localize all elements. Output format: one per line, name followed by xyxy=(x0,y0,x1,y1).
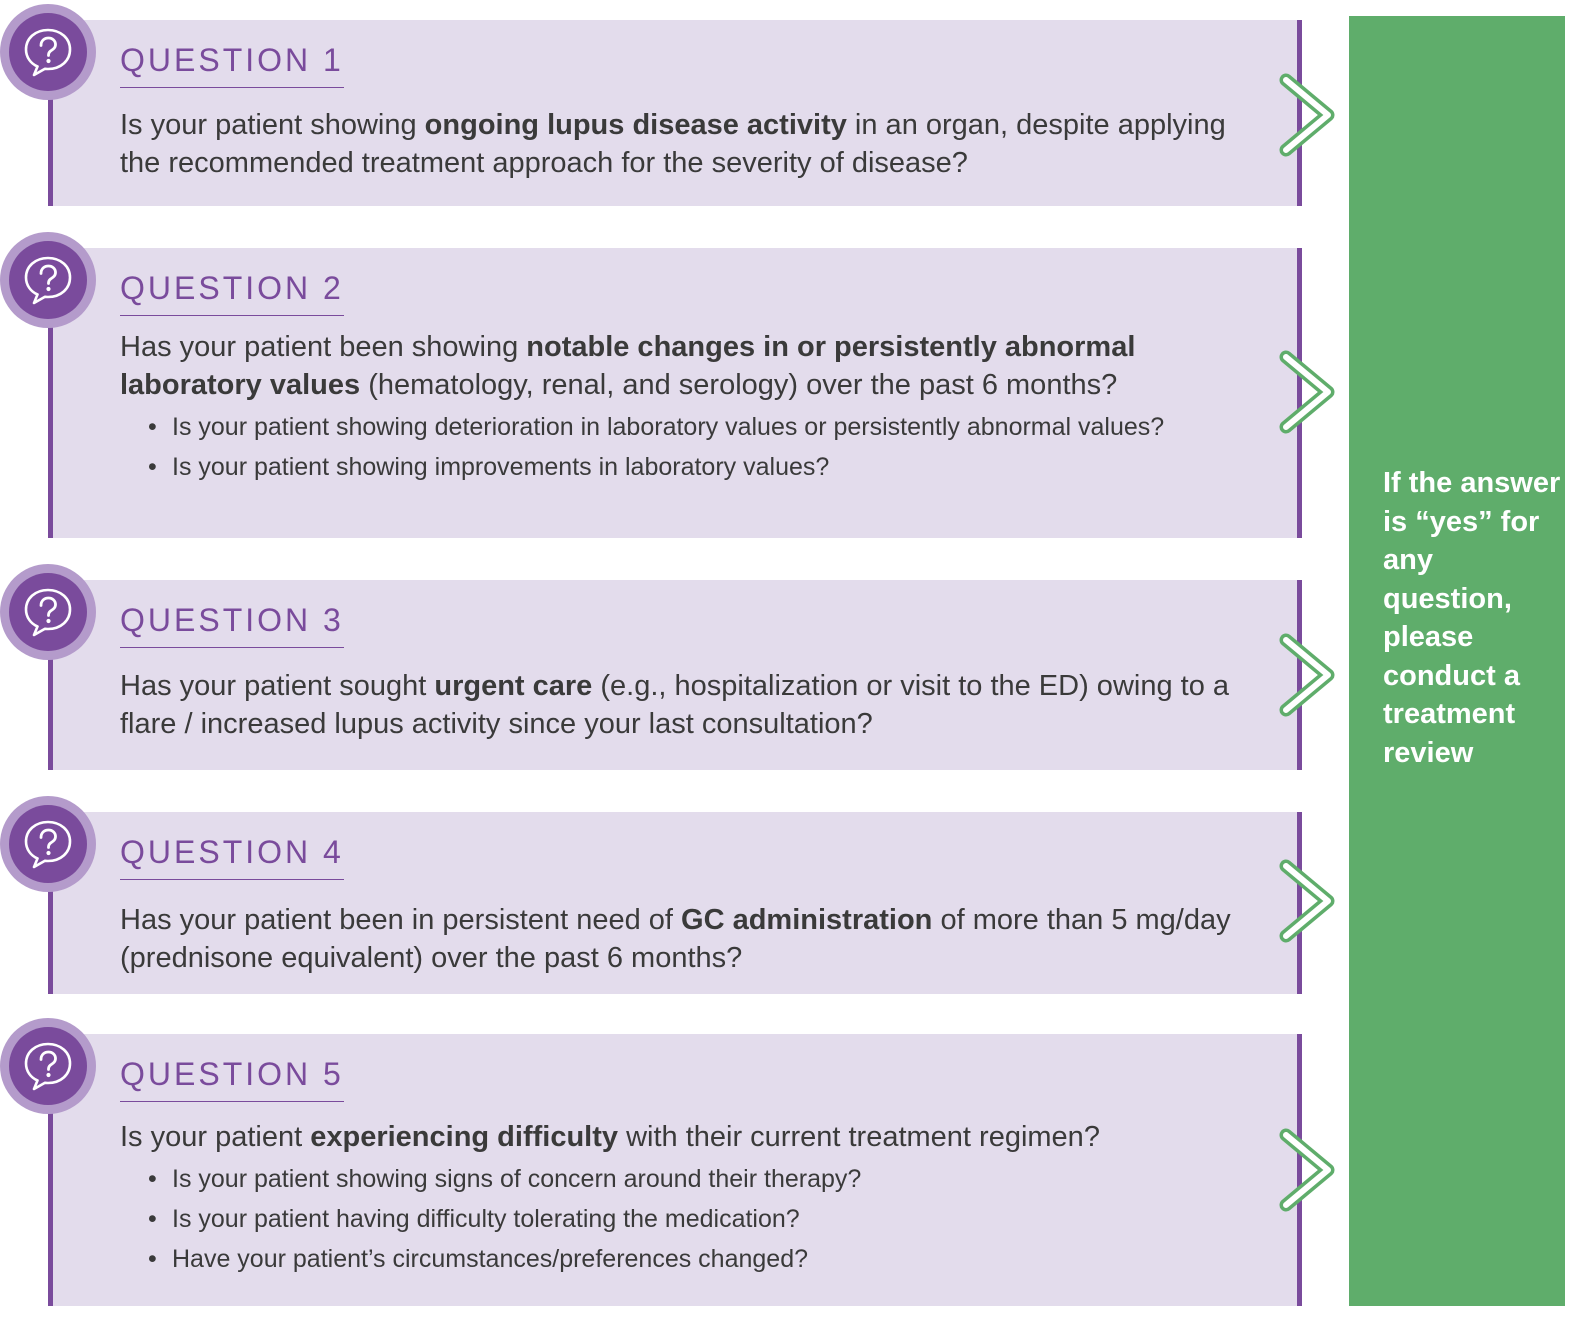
question-speech-bubble-icon xyxy=(20,24,76,80)
question-badge-3 xyxy=(0,564,96,660)
question-bullets xyxy=(144,410,1204,484)
question-text: Is your patient showing ongoing lupus disease activity in an organ, despite applying the recommended treatment approach for the severity of disease? xyxy=(120,109,1226,179)
question-bullets xyxy=(144,1162,1204,1276)
bullet-item: • Is your patient showing improvements in laboratory values? xyxy=(144,450,1204,484)
chevron-right-icon xyxy=(1278,1127,1338,1213)
question-text: Has your patient been showing notable changes in or persistently abnormal laboratory values (hematology, renal, and serology) over the past 6 months? xyxy=(120,331,1136,401)
chevron-right-icon xyxy=(1278,349,1338,435)
bullet-item: • Have your patient’s circumstances/preferences changed? xyxy=(144,1242,1204,1276)
question-badge-5 xyxy=(0,1018,96,1114)
question-badge-1 xyxy=(0,4,96,100)
question-badge-4 xyxy=(0,796,96,892)
question-label: QUESTION 3 xyxy=(120,602,344,648)
chevron-right-icon xyxy=(1278,632,1338,718)
question-text: Has your patient sought urgent care (e.g., hospitalization or visit to the ED) owing to a flare / increased lupus activity since your last consultation? xyxy=(120,670,1230,740)
bullet-item: • Is your patient showing signs of concern around their therapy? xyxy=(144,1162,1204,1196)
question-card-2 xyxy=(48,248,1302,538)
question-speech-bubble-icon xyxy=(20,584,76,640)
bullet-item: • Is your patient having difficulty tolerating the medication? xyxy=(144,1202,1204,1236)
outcome-text: If the answer is “yes” for any question, please conduct a treatment review xyxy=(1383,467,1561,769)
question-speech-bubble-icon xyxy=(20,252,76,308)
outcome-panel xyxy=(1349,16,1565,1306)
question-text: Is your patient experiencing difficulty with their current treatment regimen? xyxy=(120,1121,1100,1153)
question-card-3 xyxy=(48,580,1302,770)
question-badge-2 xyxy=(0,232,96,328)
question-card-1 xyxy=(48,20,1302,206)
chevron-right-icon xyxy=(1278,72,1338,158)
bullet-item: • Is your patient showing deterioration in laboratory values or persistently abnormal values? xyxy=(144,410,1204,444)
question-label: QUESTION 2 xyxy=(120,270,344,316)
chevron-right-icon xyxy=(1278,858,1338,944)
question-label: QUESTION 5 xyxy=(120,1056,344,1102)
question-text: Has your patient been in persistent need of GC administration of more than 5 mg/day (prednisone equivalent) over the past 6 months? xyxy=(120,904,1231,974)
question-card-4 xyxy=(48,812,1302,994)
question-label: QUESTION 1 xyxy=(120,42,344,88)
question-speech-bubble-icon xyxy=(20,1038,76,1094)
question-speech-bubble-icon xyxy=(20,816,76,872)
question-card-5 xyxy=(48,1034,1302,1306)
question-label: QUESTION 4 xyxy=(120,834,344,880)
